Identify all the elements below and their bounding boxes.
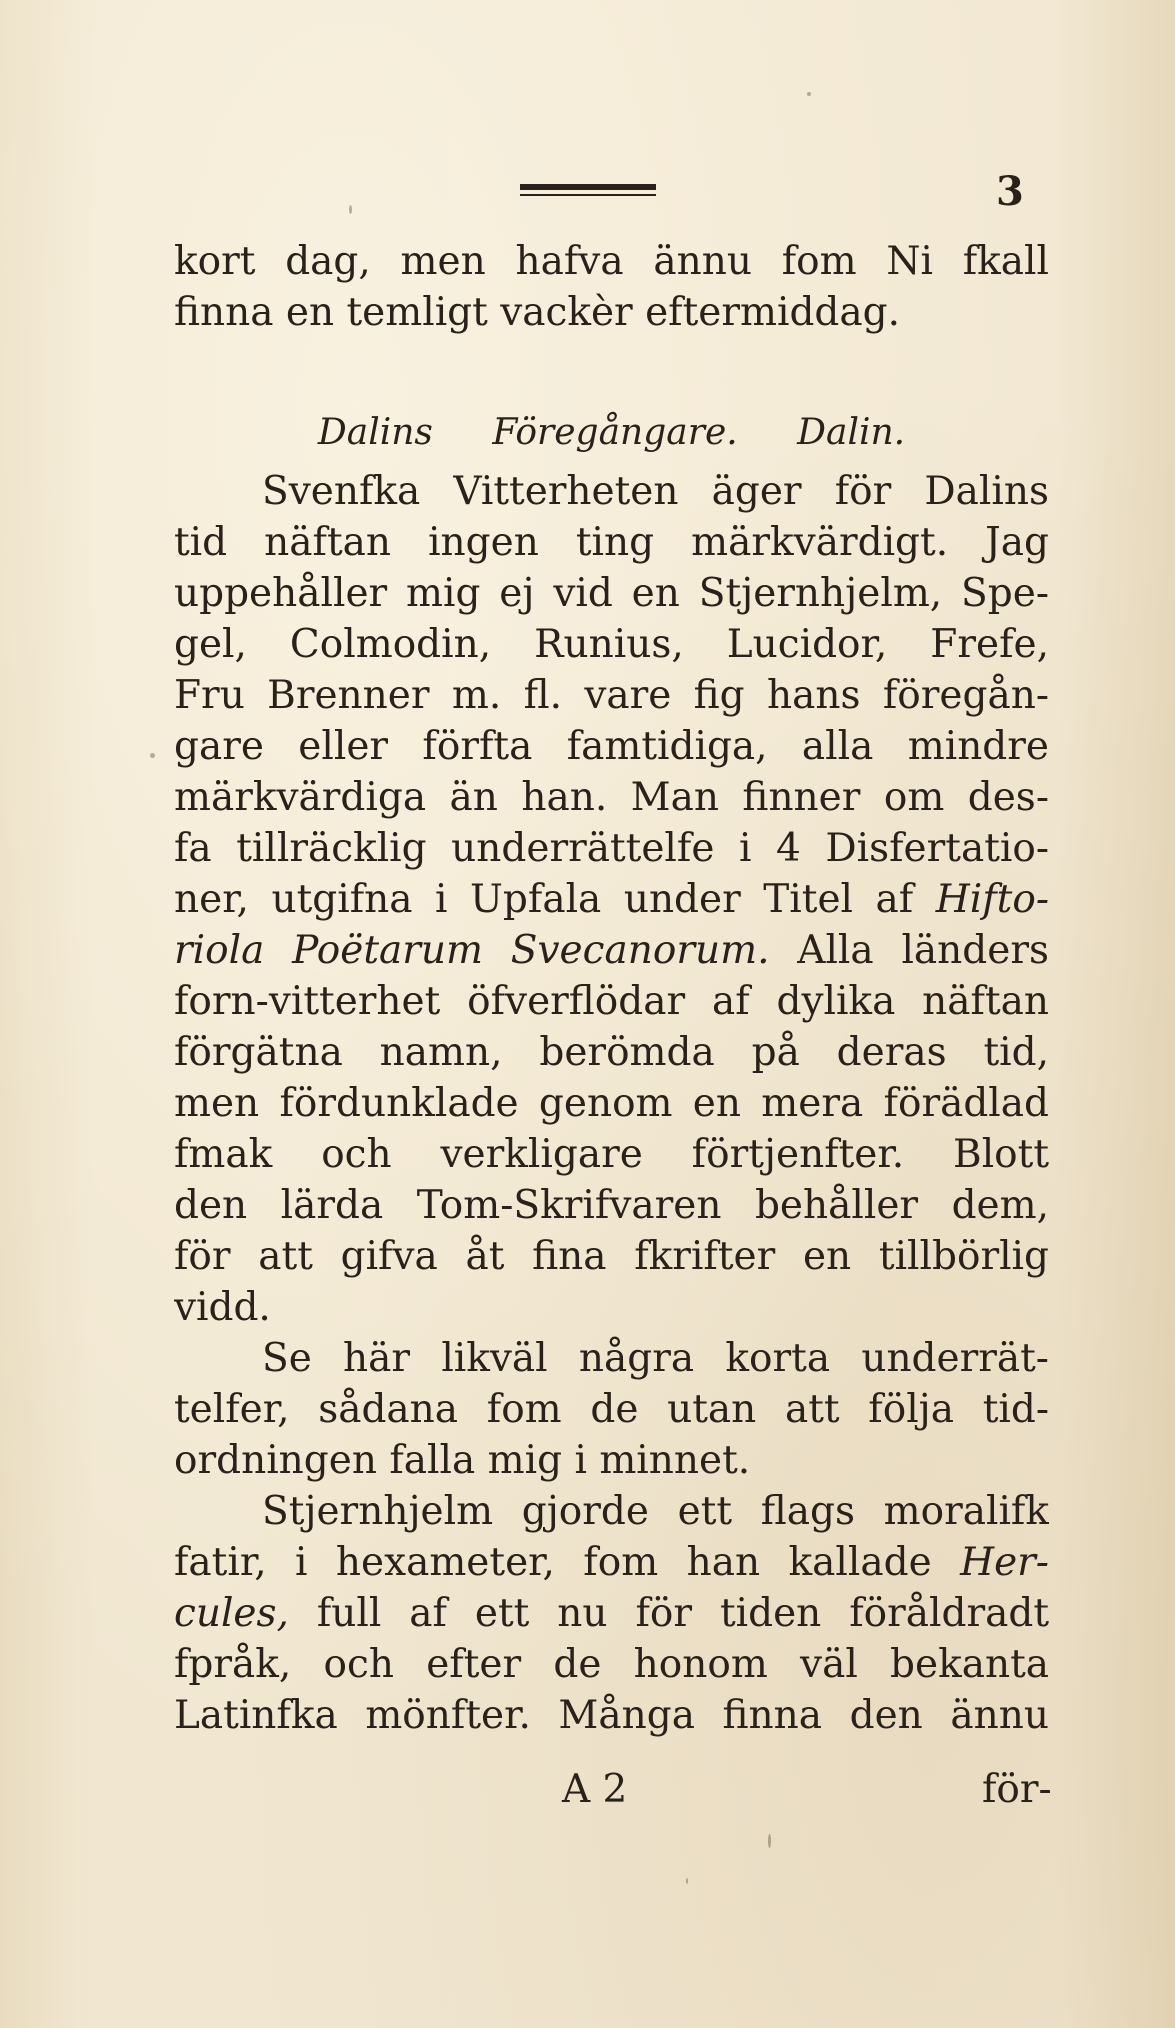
paper-speck bbox=[349, 205, 352, 214]
paragraph-1 bbox=[174, 236, 1049, 338]
text-line: telfer, sådana fom de utan att följa tid- bbox=[174, 1387, 1049, 1432]
text-line: förgätna namn, berömda på deras tid, bbox=[174, 1030, 1049, 1075]
text-line bbox=[174, 1537, 1049, 1588]
text-line: Fru Brenner m. fl. vare fig hans föregån- bbox=[174, 673, 1049, 718]
book-title-italic: riola Poëtarum Svecanorum. bbox=[174, 928, 770, 973]
text-line: ordningen falla mig i minnet. bbox=[174, 1438, 751, 1483]
section-heading: Dalins Föregångare. Dalin. bbox=[317, 412, 906, 453]
text-line: Latinfka mönfter. Många finna den ännu bbox=[174, 1693, 1049, 1738]
text-line: men fördunklade genom en mera förädlad bbox=[174, 1081, 1049, 1126]
text-line: tid näftan ingen ting märkvärdigt. Jag bbox=[174, 520, 1049, 565]
text-line: fpråk, och efter de honom väl bekanta bbox=[174, 1642, 1049, 1687]
spacer bbox=[174, 338, 1049, 400]
text-line: finna en temligt vackèr eftermiddag. bbox=[174, 290, 900, 335]
header-rule bbox=[520, 184, 656, 196]
text-line bbox=[174, 874, 1049, 925]
text-line: gel, Colmodin, Runius, Lucidor, Frefe, bbox=[174, 622, 1049, 667]
text-line: fmak och verkligare förtjenfter. Blott bbox=[174, 1132, 1049, 1177]
body-text bbox=[174, 236, 1049, 1741]
page-number: 3 bbox=[996, 168, 1024, 215]
text-line bbox=[174, 1588, 1049, 1639]
text-run: ner, utgifna i Upfala under Titel af bbox=[174, 877, 914, 922]
text-line: forn-vitterhet öfverflödar af dylika näftan bbox=[174, 979, 1049, 1024]
text-line: Svenfka Vitterheten äger för Dalins bbox=[262, 469, 1049, 514]
text-line bbox=[174, 925, 1049, 976]
text-line: fa tillräcklig underrättelfe i 4 Disfertatio- bbox=[174, 826, 1049, 871]
text-run: fatir, i hexameter, fom han kallade bbox=[174, 1540, 932, 1585]
signature-mark: A 2 bbox=[562, 1767, 628, 1812]
text-line: Se här likväl några korta underrät- bbox=[262, 1336, 1049, 1381]
text-run: Alla länders bbox=[797, 928, 1049, 973]
text-run: full af ett nu för tiden föråldradt bbox=[316, 1591, 1049, 1636]
paper-speck bbox=[686, 1878, 688, 1884]
paragraph-4 bbox=[174, 1486, 1049, 1741]
text-line: Stjernhjelm gjorde ett flags moralifk bbox=[262, 1489, 1049, 1534]
paper-speck bbox=[768, 1834, 771, 1848]
text-line: den lärda Tom-Skrifvaren behåller dem, bbox=[174, 1183, 1049, 1228]
text-line: uppehåller mig ej vid en Stjernhjelm, Spe- bbox=[174, 571, 1049, 616]
work-title-italic: Her- bbox=[960, 1540, 1049, 1585]
text-line: vidd. bbox=[174, 1285, 271, 1330]
catchword: för- bbox=[982, 1767, 1052, 1812]
text-line: kort dag, men hafva ännu fom Ni fkall bbox=[174, 239, 1049, 284]
work-title-italic: cules, bbox=[174, 1591, 289, 1636]
text-line: gare eller förfta famtidiga, alla mindre bbox=[174, 724, 1049, 769]
text-line: märkvärdiga än han. Man finner om des- bbox=[174, 775, 1049, 820]
paper-speck bbox=[807, 92, 811, 96]
text-line: för att gifva åt fina fkrifter en tillbörlig bbox=[174, 1234, 1049, 1279]
paper-speck bbox=[150, 753, 155, 758]
paragraph-3 bbox=[174, 1333, 1049, 1486]
book-title-italic: Hifto- bbox=[935, 877, 1049, 922]
paragraph-2 bbox=[174, 466, 1049, 1333]
